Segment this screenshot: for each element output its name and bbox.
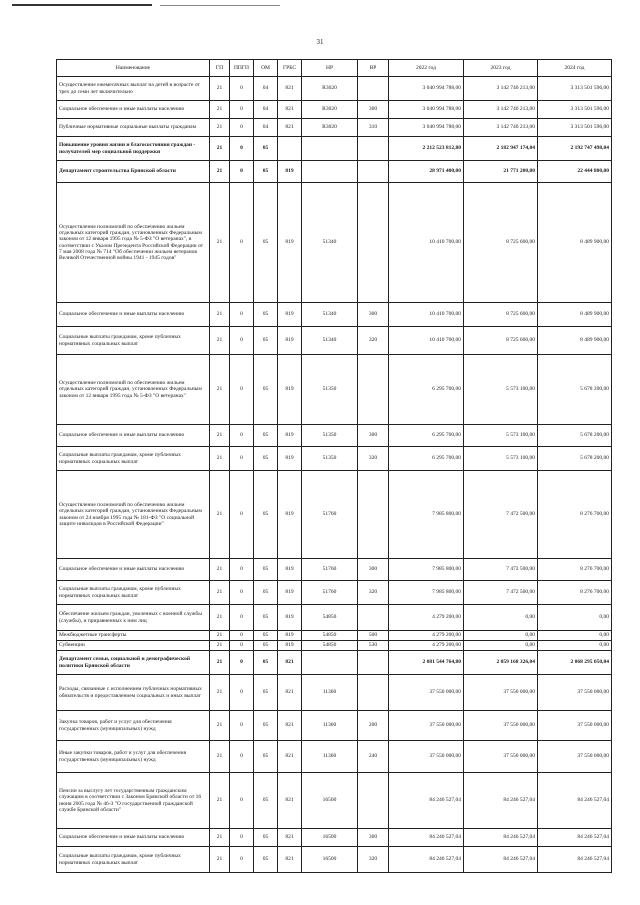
row-amount-2024: 8 489 900,00 — [538, 183, 612, 303]
row-grbs: 821 — [278, 77, 302, 101]
row-gp: 21 — [210, 77, 230, 101]
table-row — [57, 327, 612, 355]
row-nr: R3020 — [302, 119, 358, 137]
row-gp: 21 — [210, 425, 230, 447]
row-name: Закупка товаров, работ и услуг для обеспечения государственных (муниципальных) нужд — [57, 711, 210, 741]
table-row — [57, 847, 612, 873]
row-grbs: 821 — [278, 829, 302, 847]
row-om: 05 — [254, 829, 278, 847]
row-gp: 21 — [210, 641, 230, 651]
table-row — [57, 829, 612, 847]
row-amount-2023: 0,00 — [464, 631, 538, 641]
row-name: Межбюджетные трансферты — [57, 631, 210, 641]
row-om: 05 — [254, 581, 278, 605]
table-row — [57, 641, 612, 651]
row-gp: 21 — [210, 101, 230, 119]
table-row — [57, 741, 612, 773]
row-nr — [302, 651, 358, 675]
table-row — [57, 631, 612, 641]
table-body — [57, 77, 612, 873]
row-grbs: 819 — [278, 581, 302, 605]
header-2023: 2023 год — [464, 60, 538, 77]
page-number: 31 — [316, 38, 324, 46]
row-amount-2022: 7 985 800,00 — [389, 581, 464, 605]
row-nr: 16500 — [302, 847, 358, 873]
row-amount-2023: 7 472 500,00 — [464, 581, 538, 605]
row-amount-2024: 5 678 200,00 — [538, 447, 612, 471]
row-name: Социальные выплаты гражданам, кроме публичных нормативных социальных выплат — [57, 581, 210, 605]
row-nr — [302, 137, 358, 161]
row-ppgp: 0 — [230, 327, 254, 355]
row-ppgp: 0 — [230, 847, 254, 873]
row-ppgp: 0 — [230, 631, 254, 641]
row-amount-2022: 7 985 800,00 — [389, 559, 464, 581]
row-nr: 11360 — [302, 711, 358, 741]
row-vr: 300 — [358, 303, 389, 327]
row-name: Осуществление полномочий по обеспечению жильем отдельных категорий граждан, установленных Федеральным законом от 12 января 1995 года № 5-ФЗ "О ветеранах" — [57, 355, 210, 425]
row-name: Субвенции — [57, 641, 210, 651]
row-nr: 16500 — [302, 829, 358, 847]
header-vr: ВР — [358, 60, 389, 77]
row-om: 05 — [254, 847, 278, 873]
row-amount-2023: 7 472 500,00 — [464, 559, 538, 581]
row-nr: 11360 — [302, 675, 358, 711]
row-om: 05 — [254, 773, 278, 829]
row-vr — [358, 137, 389, 161]
row-amount-2023: 0,00 — [464, 605, 538, 631]
row-ppgp: 0 — [230, 741, 254, 773]
row-name: Расходы, связанные с исполнением публичных нормативных обязательств и предоставлением социальных и иных выплат — [57, 675, 210, 711]
row-amount-2022: 4 279 200,00 — [389, 631, 464, 641]
row-amount-2022: 6 295 700,00 — [389, 447, 464, 471]
row-name: Обеспечение жильем граждан, уволенных с военной службы (службы), и приравненных к ним лиц — [57, 605, 210, 631]
row-grbs: 821 — [278, 773, 302, 829]
row-amount-2024: 8 489 900,00 — [538, 303, 612, 327]
row-nr: 54850 — [302, 631, 358, 641]
row-name: Социальное обеспечение и иные выплаты населению — [57, 559, 210, 581]
row-name: Осуществление полномочий по обеспечению жильем отдельных категорий граждан, установленных Федеральным законом от 24 ноября 1995 года № 181-ФЗ "О социальной защите инвалидов в Российской Федерации" — [57, 471, 210, 559]
row-gp: 21 — [210, 581, 230, 605]
row-vr — [358, 77, 389, 101]
row-amount-2022: 7 985 800,00 — [389, 471, 464, 559]
row-amount-2023: 2 182 947 174,04 — [464, 137, 538, 161]
row-vr: 300 — [358, 425, 389, 447]
row-name: Социальное обеспечение и иные выплаты населению — [57, 829, 210, 847]
row-gp: 21 — [210, 631, 230, 641]
row-name: Повышение уровня жизни и благосостояния граждан - получателей мер социальной поддержки — [57, 137, 210, 161]
row-amount-2024: 0,00 — [538, 631, 612, 641]
row-ppgp: 0 — [230, 675, 254, 711]
row-nr: 51760 — [302, 581, 358, 605]
row-vr — [358, 471, 389, 559]
row-vr: 320 — [358, 327, 389, 355]
row-nr: 16500 — [302, 773, 358, 829]
row-amount-2022: 37 550 000,00 — [389, 711, 464, 741]
row-nr: 11360 — [302, 741, 358, 773]
row-gp: 21 — [210, 355, 230, 425]
row-vr: 240 — [358, 741, 389, 773]
row-grbs: 819 — [278, 605, 302, 631]
row-amount-2024: 37 550 000,00 — [538, 741, 612, 773]
row-name: Социальное обеспечение и иные выплаты населению — [57, 101, 210, 119]
row-om: 05 — [254, 631, 278, 641]
table-row — [57, 183, 612, 303]
row-ppgp: 0 — [230, 425, 254, 447]
row-name: Публичные нормативные социальные выплаты гражданам — [57, 119, 210, 137]
row-vr — [358, 605, 389, 631]
header-gp: ГП — [210, 60, 230, 77]
row-amount-2022: 4 279 200,00 — [389, 641, 464, 651]
row-grbs: 821 — [278, 847, 302, 873]
row-vr: 500 — [358, 631, 389, 641]
row-amount-2022: 6 295 700,00 — [389, 355, 464, 425]
row-ppgp: 0 — [230, 355, 254, 425]
row-amount-2023: 37 550 000,00 — [464, 675, 538, 711]
row-name: Департамент строительства Брянской области — [57, 161, 210, 183]
row-om: 05 — [254, 675, 278, 711]
row-vr — [358, 355, 389, 425]
top-rule-secondary — [160, 5, 280, 6]
row-grbs: 821 — [278, 119, 302, 137]
row-vr: 300 — [358, 829, 389, 847]
row-grbs: 819 — [278, 303, 302, 327]
row-amount-2022: 3 040 994 788,00 — [389, 77, 464, 101]
row-amount-2022: 10 410 700,00 — [389, 303, 464, 327]
row-vr: 300 — [358, 101, 389, 119]
row-amount-2023: 37 550 000,00 — [464, 741, 538, 773]
table-row — [57, 303, 612, 327]
row-amount-2024: 37 550 000,00 — [538, 711, 612, 741]
row-vr: 320 — [358, 447, 389, 471]
row-name: Социальное обеспечение и иные выплаты населению — [57, 303, 210, 327]
row-nr: 51340 — [302, 303, 358, 327]
row-amount-2022: 3 040 994 788,00 — [389, 119, 464, 137]
row-grbs: 821 — [278, 101, 302, 119]
row-amount-2023: 8 725 600,00 — [464, 303, 538, 327]
row-amount-2022: 84 246 527,04 — [389, 847, 464, 873]
row-ppgp: 0 — [230, 559, 254, 581]
row-gp: 21 — [210, 829, 230, 847]
row-amount-2024: 37 550 000,00 — [538, 675, 612, 711]
row-name: Осуществление ежемесячных выплат на детей в возрасте от трех до семи лет включительно — [57, 77, 210, 101]
table-row — [57, 425, 612, 447]
row-nr: R3020 — [302, 77, 358, 101]
row-gp: 21 — [210, 137, 230, 161]
row-amount-2022: 6 295 700,00 — [389, 425, 464, 447]
row-amount-2023: 0,00 — [464, 641, 538, 651]
table-row — [57, 651, 612, 675]
budget-table — [56, 59, 612, 873]
row-amount-2024: 84 246 527,04 — [538, 773, 612, 829]
row-nr: 51760 — [302, 471, 358, 559]
row-amount-2024: 2 192 747 498,04 — [538, 137, 612, 161]
row-amount-2023: 5 573 100,00 — [464, 355, 538, 425]
row-nr: 51340 — [302, 327, 358, 355]
row-amount-2024: 2 068 295 050,04 — [538, 651, 612, 675]
row-gp: 21 — [210, 303, 230, 327]
row-grbs: 821 — [278, 675, 302, 711]
row-ppgp: 0 — [230, 183, 254, 303]
row-amount-2024: 0,00 — [538, 605, 612, 631]
row-amount-2023: 37 550 000,00 — [464, 711, 538, 741]
row-nr — [302, 161, 358, 183]
row-amount-2023: 3 142 740 213,00 — [464, 119, 538, 137]
row-ppgp: 0 — [230, 471, 254, 559]
row-gp: 21 — [210, 119, 230, 137]
row-ppgp: 0 — [230, 119, 254, 137]
row-ppgp: 0 — [230, 773, 254, 829]
row-grbs: 819 — [278, 641, 302, 651]
table-row — [57, 773, 612, 829]
row-amount-2023: 84 246 527,04 — [464, 847, 538, 873]
table-row — [57, 471, 612, 559]
row-grbs: 821 — [278, 711, 302, 741]
row-vr — [358, 773, 389, 829]
row-amount-2024: 3 313 501 596,00 — [538, 101, 612, 119]
row-om: 05 — [254, 137, 278, 161]
row-vr — [358, 161, 389, 183]
row-amount-2022: 4 279 200,00 — [389, 605, 464, 631]
row-grbs: 819 — [278, 425, 302, 447]
header-name: Наименование — [57, 60, 210, 77]
row-om: 05 — [254, 355, 278, 425]
row-nr: 51760 — [302, 559, 358, 581]
row-amount-2022: 10 410 700,00 — [389, 183, 464, 303]
table-row — [57, 447, 612, 471]
row-amount-2022: 3 040 994 788,00 — [389, 101, 464, 119]
row-amount-2022: 2 081 544 764,80 — [389, 651, 464, 675]
row-om: 04 — [254, 101, 278, 119]
row-grbs: 821 — [278, 741, 302, 773]
row-ppgp: 0 — [230, 605, 254, 631]
row-amount-2024: 8 276 700,00 — [538, 581, 612, 605]
row-om: 05 — [254, 447, 278, 471]
header-nr: НР — [302, 60, 358, 77]
row-vr — [358, 675, 389, 711]
row-amount-2022: 2 212 523 812,80 — [389, 137, 464, 161]
table-row — [57, 355, 612, 425]
row-ppgp: 0 — [230, 303, 254, 327]
row-om: 05 — [254, 471, 278, 559]
row-gp: 21 — [210, 605, 230, 631]
row-ppgp: 0 — [230, 711, 254, 741]
row-gp: 21 — [210, 161, 230, 183]
row-vr — [358, 651, 389, 675]
row-nr: 54850 — [302, 605, 358, 631]
row-amount-2024: 5 678 200,00 — [538, 425, 612, 447]
row-amount-2024: 8 276 700,00 — [538, 559, 612, 581]
row-om: 05 — [254, 327, 278, 355]
row-grbs: 819 — [278, 471, 302, 559]
table-row — [57, 605, 612, 631]
header-2022: 2022 год — [389, 60, 464, 77]
row-amount-2024: 8 489 900,00 — [538, 327, 612, 355]
row-om: 05 — [254, 741, 278, 773]
row-grbs — [278, 137, 302, 161]
row-gp: 21 — [210, 773, 230, 829]
row-ppgp: 0 — [230, 447, 254, 471]
row-gp: 21 — [210, 741, 230, 773]
row-om: 05 — [254, 161, 278, 183]
row-amount-2024: 84 246 527,04 — [538, 847, 612, 873]
row-ppgp: 0 — [230, 641, 254, 651]
row-om: 05 — [254, 605, 278, 631]
row-nr: 54850 — [302, 641, 358, 651]
row-gp: 21 — [210, 183, 230, 303]
row-amount-2022: 37 550 000,00 — [389, 741, 464, 773]
row-vr: 200 — [358, 711, 389, 741]
row-amount-2022: 10 410 700,00 — [389, 327, 464, 355]
row-grbs: 819 — [278, 355, 302, 425]
row-grbs: 819 — [278, 327, 302, 355]
row-amount-2022: 84 246 527,04 — [389, 829, 464, 847]
header-ppgp: ППГП — [230, 60, 254, 77]
row-om: 04 — [254, 77, 278, 101]
row-vr: 530 — [358, 641, 389, 651]
row-om: 05 — [254, 711, 278, 741]
table-row — [57, 101, 612, 119]
row-amount-2024: 8 276 700,00 — [538, 471, 612, 559]
row-gp: 21 — [210, 847, 230, 873]
row-amount-2023: 84 246 527,04 — [464, 829, 538, 847]
row-gp: 21 — [210, 675, 230, 711]
row-name: Социальное обеспечение и иные выплаты населению — [57, 425, 210, 447]
row-vr: 320 — [358, 847, 389, 873]
row-amount-2024: 3 313 501 596,00 — [538, 119, 612, 137]
table-row — [57, 675, 612, 711]
row-grbs: 819 — [278, 183, 302, 303]
row-name: Пенсии за выслугу лет государственным гражданским служащим в соответствии с Законом Брянской области от 16 июня 2005 года № 46-З "О государственной гражданской службе Брянской области" — [57, 773, 210, 829]
row-name: Социальные выплаты гражданам, кроме публичных нормативных социальных выплат — [57, 847, 210, 873]
row-gp: 21 — [210, 711, 230, 741]
header-grbs: ГРБС — [278, 60, 302, 77]
row-amount-2023: 5 573 100,00 — [464, 425, 538, 447]
row-amount-2022: 84 246 527,04 — [389, 773, 464, 829]
table-header-row — [57, 60, 612, 77]
header-2024: 2024 год — [538, 60, 612, 77]
row-amount-2023: 8 725 600,00 — [464, 327, 538, 355]
table-row — [57, 137, 612, 161]
row-gp: 21 — [210, 447, 230, 471]
row-gp: 21 — [210, 559, 230, 581]
row-ppgp: 0 — [230, 137, 254, 161]
row-ppgp: 0 — [230, 651, 254, 675]
row-om: 05 — [254, 651, 278, 675]
row-om: 04 — [254, 119, 278, 137]
row-ppgp: 0 — [230, 101, 254, 119]
table-row — [57, 581, 612, 605]
row-amount-2023: 5 573 100,00 — [464, 447, 538, 471]
table-row — [57, 77, 612, 101]
row-name: Социальные выплаты гражданам, кроме публичных нормативных социальных выплат — [57, 327, 210, 355]
row-amount-2023: 8 725 600,00 — [464, 183, 538, 303]
row-om: 05 — [254, 559, 278, 581]
top-rule — [12, 4, 152, 6]
row-vr — [358, 183, 389, 303]
row-grbs: 819 — [278, 161, 302, 183]
row-amount-2024: 5 678 200,00 — [538, 355, 612, 425]
row-gp: 21 — [210, 471, 230, 559]
row-amount-2022: 37 550 000,00 — [389, 675, 464, 711]
row-nr: 51350 — [302, 425, 358, 447]
row-name: Иные закупки товаров, работ и услуг для обеспечения государственных (муниципальных) нужд — [57, 741, 210, 773]
table-row — [57, 161, 612, 183]
row-vr: 300 — [358, 559, 389, 581]
row-om: 05 — [254, 183, 278, 303]
row-name: Социальные выплаты гражданам, кроме публичных нормативных социальных выплат — [57, 447, 210, 471]
row-amount-2022: 28 971 400,00 — [389, 161, 464, 183]
row-ppgp: 0 — [230, 77, 254, 101]
row-nr: 51350 — [302, 355, 358, 425]
row-amount-2023: 7 472 500,00 — [464, 471, 538, 559]
row-gp: 21 — [210, 327, 230, 355]
row-amount-2024: 84 246 527,04 — [538, 829, 612, 847]
row-ppgp: 0 — [230, 581, 254, 605]
row-vr: 310 — [358, 119, 389, 137]
row-grbs: 821 — [278, 651, 302, 675]
row-name: Осуществление полномочий по обеспечению жильем отдельных категорий граждан, установленных Федеральным законом от 12 января 1995 года № 5-ФЗ "О ветеранах", в соответствии с Указом Президента Российской Федерации от 7 мая 2008 года № 714 "Об обеспечении жильем ветеранов Великой Отечественной войны 1941 - 1945 годов" — [57, 183, 210, 303]
row-ppgp: 0 — [230, 161, 254, 183]
row-ppgp: 0 — [230, 829, 254, 847]
row-grbs: 819 — [278, 447, 302, 471]
row-amount-2024: 3 313 501 596,00 — [538, 77, 612, 101]
row-gp: 21 — [210, 651, 230, 675]
table-row — [57, 119, 612, 137]
row-grbs: 819 — [278, 559, 302, 581]
header-om: ОМ — [254, 60, 278, 77]
row-amount-2024: 0,00 — [538, 641, 612, 651]
row-name: Департамент семьи, социальной и демографической политики Брянской области — [57, 651, 210, 675]
row-om: 05 — [254, 303, 278, 327]
row-amount-2023: 84 246 527,04 — [464, 773, 538, 829]
row-amount-2024: 22 444 800,00 — [538, 161, 612, 183]
row-amount-2023: 2 059 168 326,04 — [464, 651, 538, 675]
row-nr: R3020 — [302, 101, 358, 119]
row-om: 05 — [254, 425, 278, 447]
row-nr: 51350 — [302, 447, 358, 471]
row-nr: 51340 — [302, 183, 358, 303]
row-vr: 320 — [358, 581, 389, 605]
row-amount-2023: 3 142 740 213,00 — [464, 101, 538, 119]
table-row — [57, 711, 612, 741]
row-om: 05 — [254, 641, 278, 651]
table-row — [57, 559, 612, 581]
row-amount-2023: 3 142 740 213,00 — [464, 77, 538, 101]
row-grbs: 819 — [278, 631, 302, 641]
row-amount-2023: 21 771 200,00 — [464, 161, 538, 183]
